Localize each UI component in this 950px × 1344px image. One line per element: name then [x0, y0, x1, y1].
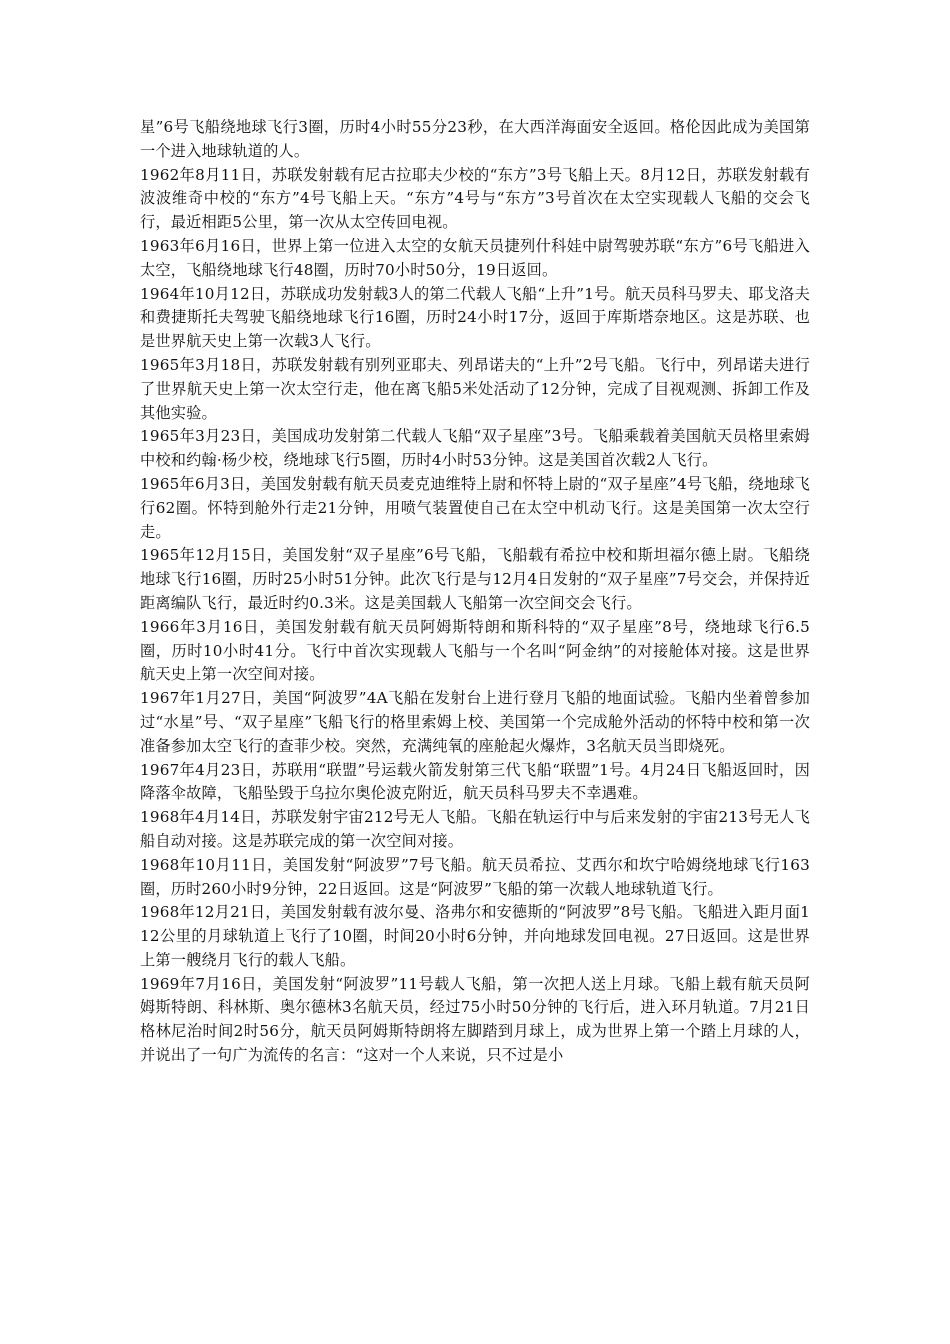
- paragraph-4: 1964年10月12日，苏联成功发射载3人的第二代载人飞船“上升”1号。航天员科马罗夫、耶戈洛夫和费捷斯托夫驾驶飞船绕地球飞行16圈，历时24小时17分，返回于库斯塔奈地区。这是苏联、也是世界航天史上第一次载3人飞行。: [140, 284, 810, 351]
- paragraph-7: 1965年6月3日，美国发射载有航天员麦克迪维特上尉和怀特上尉的“双子星座”4号飞船，绕地球飞行62圈。怀特到舱外行走21分钟，用喷气装置使自己在太空中机动飞行。这是美国第一次太空行走。: [140, 474, 810, 541]
- paragraph-8: 1965年12月15日，美国发射“双子星座”6号飞船，飞船载有希拉中校和斯坦福尔德上尉。飞船绕地球飞行16圈，历时25小时51分钟。此次飞行是与12月4日发射的“双子星座”7号交会，并保持近距离编队飞行，最近时约0.3米。这是美国载人飞船第一次空间交会飞行。: [140, 546, 810, 612]
- paragraph-3: 1963年6月16日，世界上第一位进入太空的女航天员捷列什科娃中尉驾驶苏联“东方”6号飞船进入太空，飞船绕地球飞行48圈，历时70小时50分，19日返回。: [140, 236, 810, 279]
- paragraph-9: 1966年3月16日，美国发射载有航天员阿姆斯特朗和斯科特的“双子星座”8号，绕地球飞行6.5圈，历时10小时41分。飞行中首次实现载人飞船与一个名叫“阿金纳”的对接舱体对接。这是世界航天史上第一次空间对接。: [140, 617, 810, 684]
- paragraph-15: 1969年7月16日，美国发射“阿波罗”11号载人飞船，第一次把人送上月球。飞船上载有航天员阿姆斯特朗、科林斯、奥尔德林3名航天员，经过75小时50分钟的飞行后，进入环月轨道。7月21日格林尼治时间2时56分，航天员阿姆斯特朗将左脚踏到月球上，成为世界上第一个踏上月球的人，并说出了一句广为流传的名言：“这对一个人来说，只不过是小: [140, 974, 810, 1065]
- paragraph-13: 1968年10月11日，美国发射“阿波罗”7号飞船。航天员希拉、艾西尔和坎宁哈姆绕地球飞行163圈，历时260小时9分钟，22日返回。这是“阿波罗”飞船的第一次载人地球轨道飞行。: [140, 855, 810, 898]
- paragraph-10: 1967年1月27日，美国“阿波罗”4A飞船在发射台上进行登月飞船的地面试验。飞船内坐着曾参加过“水星”号、“双子星座”飞船飞行的格里索姆上校、美国第一个完成舱外活动的怀特中校和第一次准备参加太空飞行的查菲少校。突然，充满纯氧的座舱起火爆炸，3名航天员当即烧死。: [140, 689, 810, 755]
- paragraph-14: 1968年12月21日，美国发射载有波尔曼、洛弗尔和安德斯的“阿波罗”8号飞船。飞船进入距月面112公里的月球轨道上飞行了10圈，时间20小时6分钟，并向地球发回电视。27日返回。这是世界上第一艘绕月飞行的载人飞船。: [140, 903, 810, 969]
- document-body: [140, 116, 810, 1068]
- paragraph-12: 1968年4月14日，苏联发射宇宙212号无人飞船。飞船在轨运行中与后来发射的宇宙213号无人飞船自动对接。这是苏联完成的第一次空间对接。: [140, 808, 810, 850]
- paragraph-11: 1967年4月23日，苏联用“联盟”号运载火箭发射第三代飞船“联盟”1号。4月24日飞船返回时，因降落伞故障，飞船坠毁于乌拉尔奥伦波克附近，航天员科马罗夫不幸遇难。: [140, 760, 810, 803]
- paragraph-6: 1965年3月23日，美国成功发射第二代载人飞船“双子星座”3号。飞船乘载着美国航天员格里索姆中校和约翰·杨少校，绕地球飞行5圈，历时4小时53分钟。这是美国首次载2人飞行。: [140, 427, 810, 470]
- paragraph-1: 星”6号飞船绕地球飞行3圈，历时4小时55分23秒，在大西洋海面安全返回。格伦因此成为美国第一个进入地球轨道的人。: [140, 118, 810, 160]
- paragraph-5: 1965年3月18日，苏联发射载有别列亚耶夫、列昂诺夫的“上升”2号飞船。飞行中，列昂诺夫进行了世界航天史上第一次太空行走，他在离飞船5米处活动了12分钟，完成了目视观测、拆卸工作及其他实验。: [140, 355, 810, 422]
- paragraph-2: 1962年8月11日，苏联发射载有尼古拉耶夫少校的“东方”3号飞船上天。8月12日，苏联发射载有波波维奇中校的“东方”4号飞船上天。“东方”4号与“东方”3号首次在太空实现载人飞船的交会飞行，最近相距5公里，第一次从太空传回电视。: [140, 165, 810, 232]
